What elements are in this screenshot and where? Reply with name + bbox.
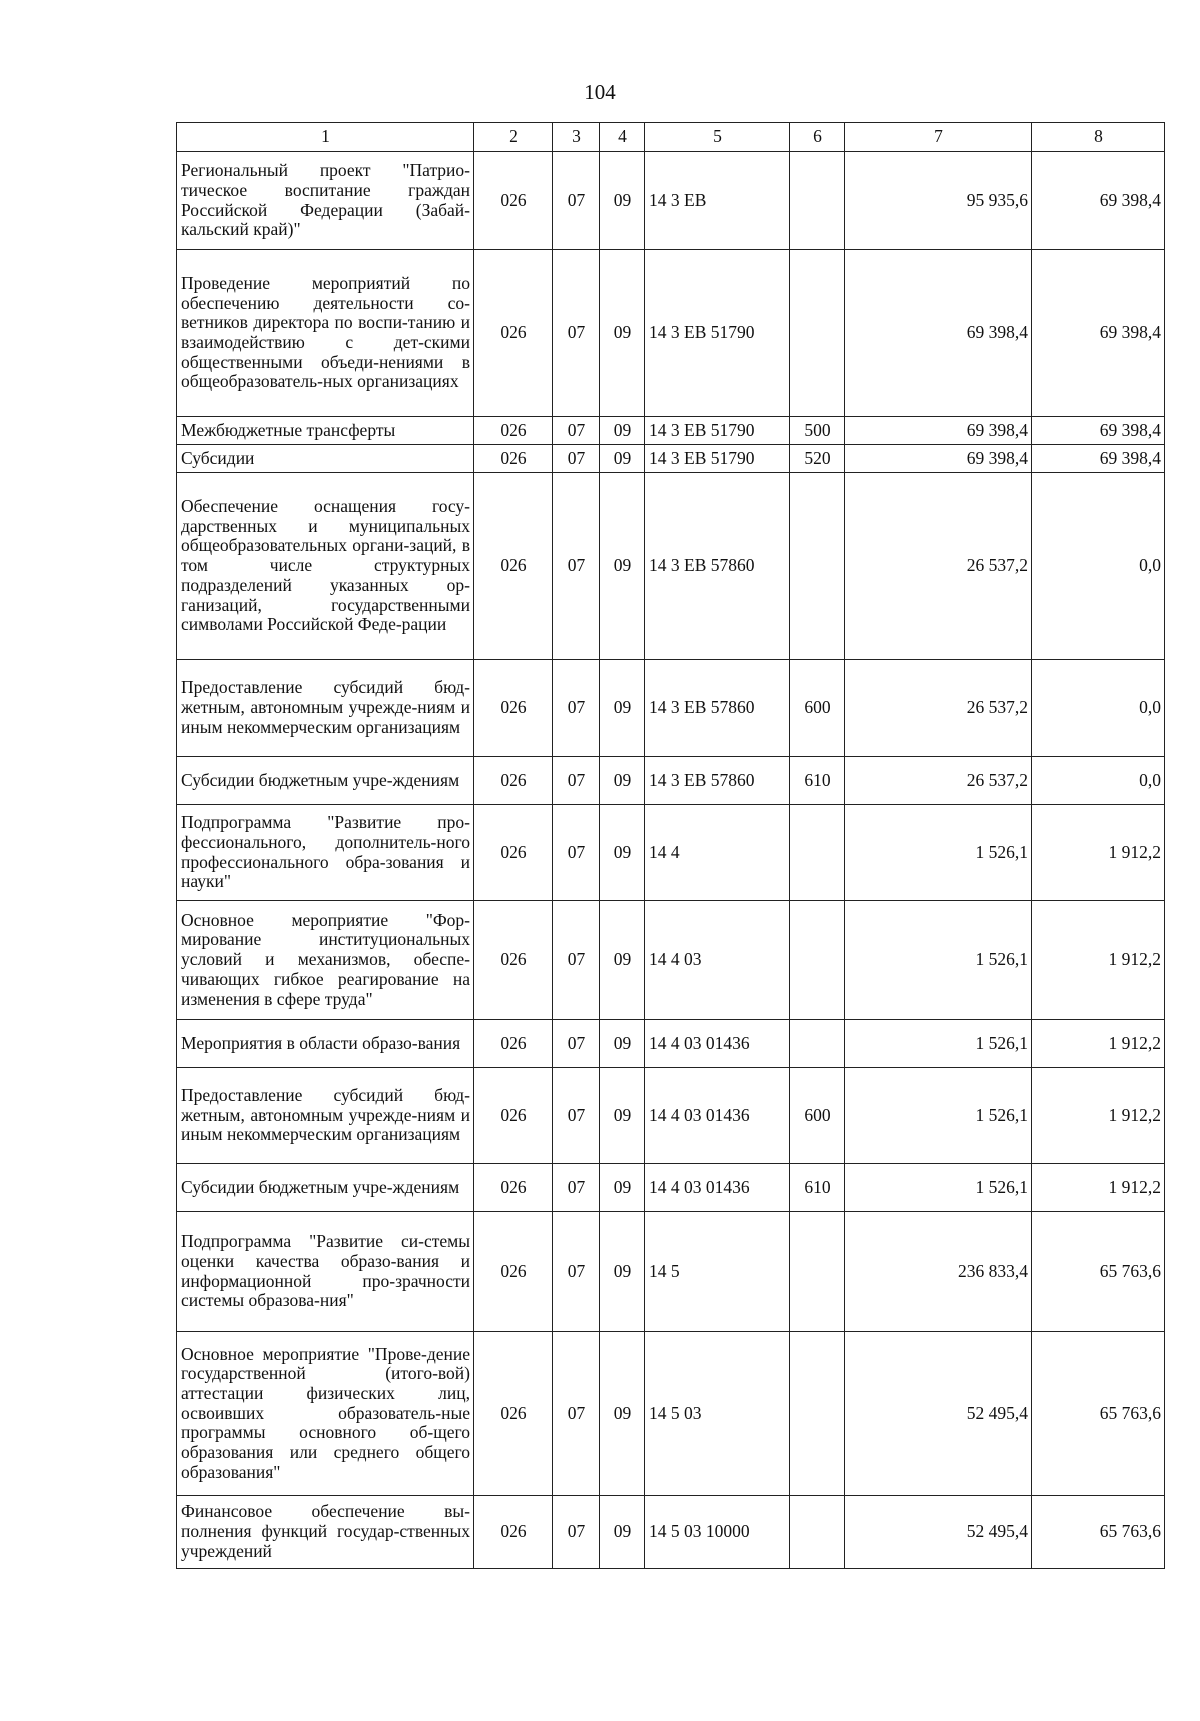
table-row: [177, 1496, 1165, 1569]
row-name-cell: Субсидии: [177, 445, 474, 473]
row-amount-col7-cell: 69 398,4: [845, 445, 1032, 473]
row-target-article-cell: 14 3 ЕВ: [645, 152, 790, 250]
table-row: [177, 152, 1165, 250]
row-target-article-cell: 14 3 ЕВ 51790: [645, 445, 790, 473]
row-expense-type-cell: [790, 1212, 845, 1332]
budget-table: [176, 122, 1165, 1569]
row-section-cell: 07: [553, 250, 600, 417]
row-amount-col8-cell: 0,0: [1032, 757, 1165, 805]
row-name-cell: Подпрограмма "Развитие про-фессионального, дополнитель-ного профессионального обра-зования и науки": [177, 805, 474, 901]
row-section-cell: 07: [553, 417, 600, 445]
row-section-cell: 07: [553, 805, 600, 901]
row-amount-col8-cell: 1 912,2: [1032, 1020, 1165, 1068]
row-amount-col7-cell: 52 495,4: [845, 1332, 1032, 1496]
row-subsection-cell: 09: [600, 250, 645, 417]
row-amount-col7-cell: 1 526,1: [845, 1020, 1032, 1068]
row-amount-col7-cell: 1 526,1: [845, 1068, 1032, 1164]
row-section-cell: 07: [553, 473, 600, 660]
table-row: [177, 473, 1165, 660]
row-code-cell: 026: [474, 1212, 553, 1332]
header-cell: 3: [553, 123, 600, 152]
row-code-cell: 026: [474, 805, 553, 901]
row-expense-type-cell: 520: [790, 445, 845, 473]
row-code-cell: 026: [474, 660, 553, 757]
table-row: [177, 757, 1165, 805]
row-code-cell: 026: [474, 1164, 553, 1212]
row-section-cell: 07: [553, 1068, 600, 1164]
row-amount-col7-cell: 69 398,4: [845, 250, 1032, 417]
row-code-cell: 026: [474, 1332, 553, 1496]
table-row: [177, 1164, 1165, 1212]
row-subsection-cell: 09: [600, 805, 645, 901]
row-subsection-cell: 09: [600, 757, 645, 805]
row-amount-col8-cell: 1 912,2: [1032, 901, 1165, 1020]
row-expense-type-cell: [790, 250, 845, 417]
row-subsection-cell: 09: [600, 417, 645, 445]
row-code-cell: 026: [474, 901, 553, 1020]
budget-table-body: [177, 123, 1165, 1569]
table-row: [177, 1212, 1165, 1332]
row-amount-col7-cell: 52 495,4: [845, 1496, 1032, 1569]
header-cell: 5: [645, 123, 790, 152]
row-code-cell: 026: [474, 1068, 553, 1164]
row-expense-type-cell: [790, 1020, 845, 1068]
row-name-cell: Проведение мероприятий по обеспечению деятельности со-ветников директора по воспи-танию и взаимодействию с дет-скими общественными объеди-нениями в общеобразователь-ных организациях: [177, 250, 474, 417]
row-expense-type-cell: 600: [790, 1068, 845, 1164]
row-amount-col7-cell: 236 833,4: [845, 1212, 1032, 1332]
row-target-article-cell: 14 3 ЕВ 57860: [645, 757, 790, 805]
row-expense-type-cell: [790, 805, 845, 901]
row-section-cell: 07: [553, 1332, 600, 1496]
header-cell: 7: [845, 123, 1032, 152]
row-amount-col7-cell: 1 526,1: [845, 1164, 1032, 1212]
row-section-cell: 07: [553, 757, 600, 805]
table-row: [177, 1020, 1165, 1068]
row-section-cell: 07: [553, 1164, 600, 1212]
row-subsection-cell: 09: [600, 473, 645, 660]
row-expense-type-cell: 610: [790, 1164, 845, 1212]
table-row: [177, 445, 1165, 473]
row-section-cell: 07: [553, 1496, 600, 1569]
row-section-cell: 07: [553, 1020, 600, 1068]
table-row: [177, 250, 1165, 417]
row-amount-col7-cell: 26 537,2: [845, 757, 1032, 805]
row-expense-type-cell: [790, 1496, 845, 1569]
header-cell: 8: [1032, 123, 1165, 152]
row-amount-col8-cell: 69 398,4: [1032, 417, 1165, 445]
row-expense-type-cell: 600: [790, 660, 845, 757]
row-name-cell: Предоставление субсидий бюд-жетным, автономным учрежде-ниям и иным некоммерческим организациям: [177, 660, 474, 757]
row-target-article-cell: 14 3 ЕВ 57860: [645, 473, 790, 660]
row-name-cell: Предоставление субсидий бюд-жетным, автономным учрежде-ниям и иным некоммерческим организациям: [177, 1068, 474, 1164]
row-code-cell: 026: [474, 1020, 553, 1068]
row-target-article-cell: 14 5 03: [645, 1332, 790, 1496]
row-subsection-cell: 09: [600, 1164, 645, 1212]
table-row: [177, 417, 1165, 445]
row-subsection-cell: 09: [600, 1020, 645, 1068]
row-amount-col8-cell: 65 763,6: [1032, 1496, 1165, 1569]
table-row: [177, 1332, 1165, 1496]
table-row: [177, 1068, 1165, 1164]
row-target-article-cell: 14 4 03 01436: [645, 1020, 790, 1068]
row-name-cell: Финансовое обеспечение вы-полнения функций государ-ственных учреждений: [177, 1496, 474, 1569]
row-expense-type-cell: 500: [790, 417, 845, 445]
row-code-cell: 026: [474, 473, 553, 660]
row-section-cell: 07: [553, 901, 600, 1020]
row-name-cell: Региональный проект "Патрио-тическое воспитание граждан Российской Федерации (Забай-кальский край)": [177, 152, 474, 250]
row-amount-col8-cell: 0,0: [1032, 660, 1165, 757]
row-amount-col7-cell: 26 537,2: [845, 473, 1032, 660]
row-name-cell: Субсидии бюджетным учре-ждениям: [177, 1164, 474, 1212]
row-expense-type-cell: [790, 473, 845, 660]
row-name-cell: Субсидии бюджетным учре-ждениям: [177, 757, 474, 805]
row-subsection-cell: 09: [600, 660, 645, 757]
row-name-cell: Межбюджетные трансферты: [177, 417, 474, 445]
row-target-article-cell: 14 5: [645, 1212, 790, 1332]
row-amount-col7-cell: 69 398,4: [845, 417, 1032, 445]
row-subsection-cell: 09: [600, 445, 645, 473]
row-amount-col8-cell: 1 912,2: [1032, 805, 1165, 901]
row-expense-type-cell: [790, 1332, 845, 1496]
row-target-article-cell: 14 4: [645, 805, 790, 901]
table-row: [177, 805, 1165, 901]
row-name-cell: Подпрограмма "Развитие си-стемы оценки качества образо-вания и информационной про-зрачности системы образова-ния": [177, 1212, 474, 1332]
row-name-cell: Обеспечение оснащения госу-дарственных и муниципальных общеобразовательных органи-заций, в том числе структурных подразделений указанных ор-ганизаций, государственными символами Российской Феде-рации: [177, 473, 474, 660]
row-amount-col7-cell: 95 935,6: [845, 152, 1032, 250]
page-number: 104: [584, 80, 616, 104]
row-amount-col8-cell: 0,0: [1032, 473, 1165, 660]
row-code-cell: 026: [474, 1496, 553, 1569]
row-subsection-cell: 09: [600, 1332, 645, 1496]
row-code-cell: 026: [474, 250, 553, 417]
row-amount-col7-cell: 26 537,2: [845, 660, 1032, 757]
row-target-article-cell: 14 4 03 01436: [645, 1068, 790, 1164]
row-amount-col8-cell: 65 763,6: [1032, 1332, 1165, 1496]
row-amount-col8-cell: 65 763,6: [1032, 1212, 1165, 1332]
row-expense-type-cell: 610: [790, 757, 845, 805]
row-subsection-cell: 09: [600, 1496, 645, 1569]
table-row: [177, 660, 1165, 757]
row-amount-col7-cell: 1 526,1: [845, 901, 1032, 1020]
row-target-article-cell: 14 3 ЕВ 57860: [645, 660, 790, 757]
row-amount-col8-cell: 69 398,4: [1032, 445, 1165, 473]
row-code-cell: 026: [474, 445, 553, 473]
header-cell: 2: [474, 123, 553, 152]
table-row: [177, 901, 1165, 1020]
row-expense-type-cell: [790, 901, 845, 1020]
row-name-cell: Основное мероприятие "Фор-мирование институциональных условий и механизмов, обеспе-чивающих гибкое реагирование на изменения в сфере труда": [177, 901, 474, 1020]
row-target-article-cell: 14 3 ЕВ 51790: [645, 417, 790, 445]
header-cell: 6: [790, 123, 845, 152]
row-section-cell: 07: [553, 660, 600, 757]
row-subsection-cell: 09: [600, 152, 645, 250]
row-amount-col8-cell: 1 912,2: [1032, 1068, 1165, 1164]
row-amount-col8-cell: 69 398,4: [1032, 152, 1165, 250]
row-section-cell: 07: [553, 152, 600, 250]
row-code-cell: 026: [474, 757, 553, 805]
row-subsection-cell: 09: [600, 1068, 645, 1164]
row-name-cell: Мероприятия в области образо-вания: [177, 1020, 474, 1068]
row-target-article-cell: 14 4 03: [645, 901, 790, 1020]
header-cell: 1: [177, 123, 474, 152]
row-subsection-cell: 09: [600, 901, 645, 1020]
row-section-cell: 07: [553, 445, 600, 473]
row-amount-col8-cell: 69 398,4: [1032, 250, 1165, 417]
row-amount-col7-cell: 1 526,1: [845, 805, 1032, 901]
row-expense-type-cell: [790, 152, 845, 250]
row-amount-col8-cell: 1 912,2: [1032, 1164, 1165, 1212]
row-target-article-cell: 14 4 03 01436: [645, 1164, 790, 1212]
row-name-cell: Основное мероприятие "Прове-дение государственной (итого-вой) аттестации физических лиц, освоивших образователь-ные программы основного об-щего образования или среднего общего образования": [177, 1332, 474, 1496]
row-code-cell: 026: [474, 417, 553, 445]
header-row: [177, 123, 1165, 152]
row-target-article-cell: 14 5 03 10000: [645, 1496, 790, 1569]
row-section-cell: 07: [553, 1212, 600, 1332]
header-cell: 4: [600, 123, 645, 152]
row-code-cell: 026: [474, 152, 553, 250]
row-target-article-cell: 14 3 ЕВ 51790: [645, 250, 790, 417]
row-subsection-cell: 09: [600, 1212, 645, 1332]
